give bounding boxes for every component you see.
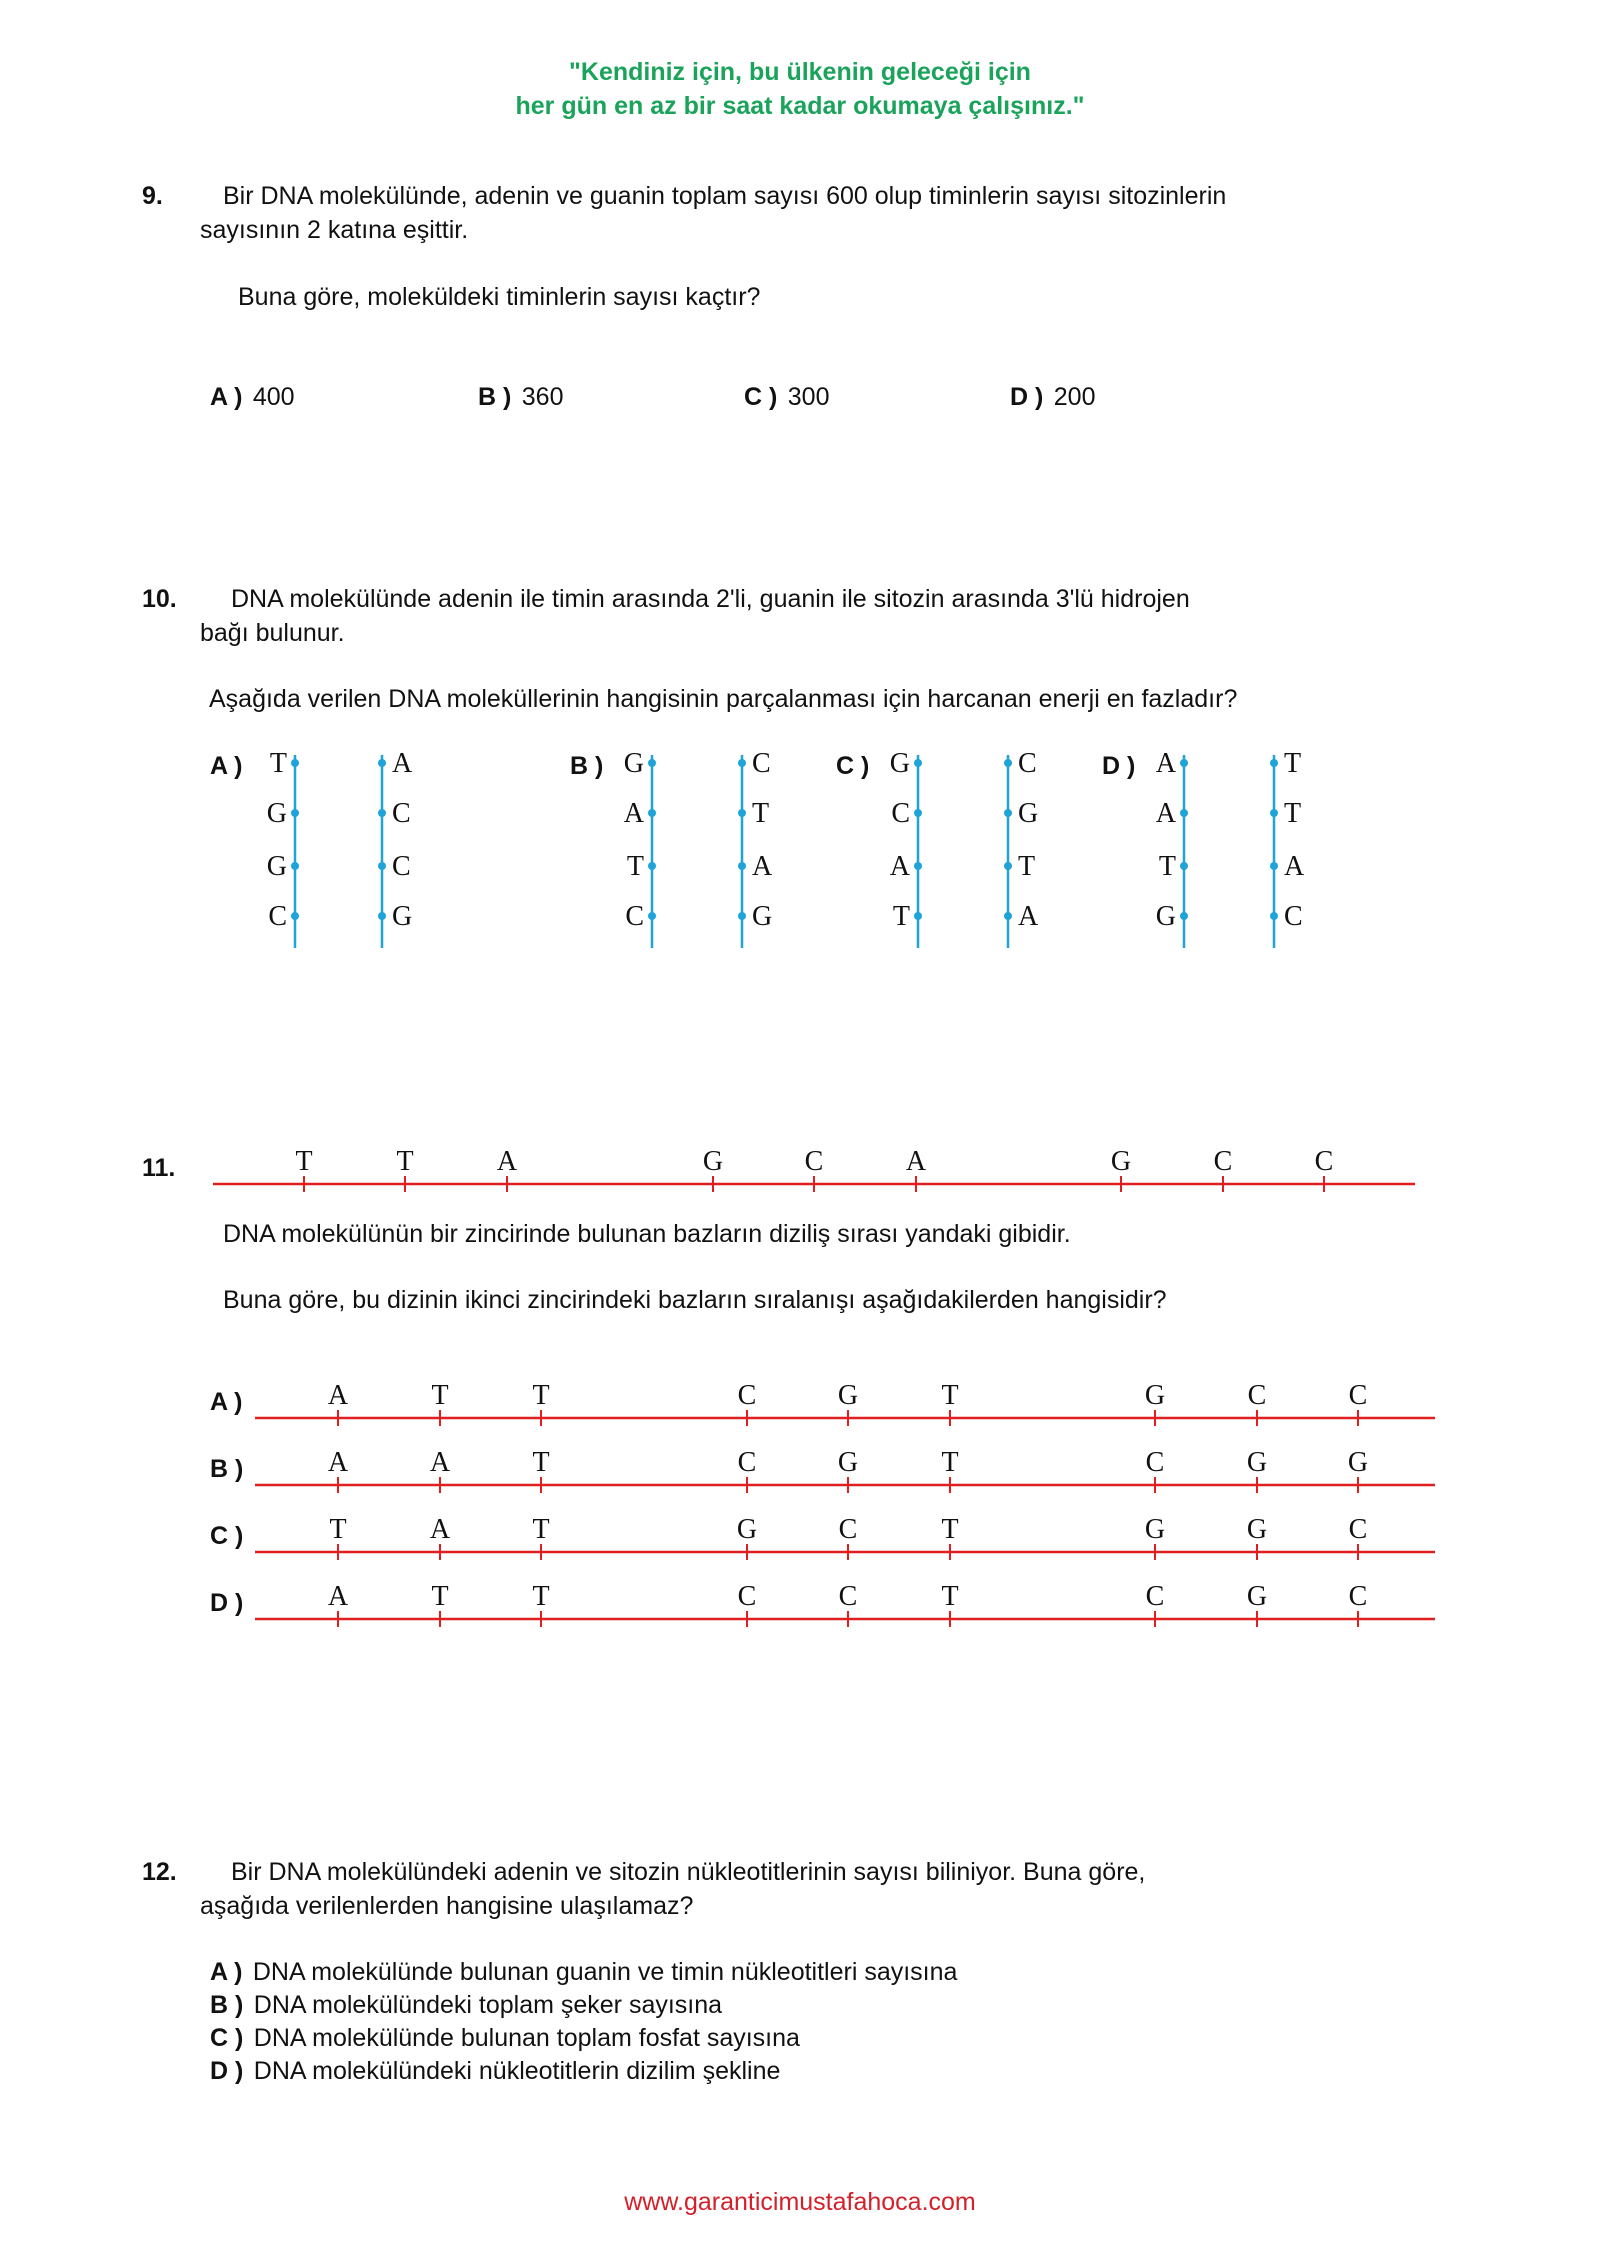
base-label: C (392, 798, 411, 829)
q10-option-c-letter[interactable]: C ) (836, 752, 870, 780)
q9-text-line-2: sayısının 2 katına eşittir. (200, 216, 469, 244)
base-label: C (838, 1581, 858, 1612)
q12-option-c-letter: C ) (210, 2024, 244, 2052)
q9-text-line-1: Bir DNA molekülünde, adenin ve guanin toplam sayısı 600 olup timinlerin sayısı sitozinlerin (223, 182, 1227, 210)
q11-option-c-strand (255, 1514, 1435, 1560)
base-label: G (1110, 1146, 1132, 1177)
base-label: A (752, 851, 773, 882)
base-label: G (266, 798, 287, 829)
q9-option-c-text: 300 (787, 383, 830, 411)
q12-option-c-text: DNA molekülünde bulunan toplam fosfat sayısına (253, 2024, 800, 2052)
base-label: A (327, 1581, 349, 1612)
base-label: G (266, 851, 287, 882)
base-label: T (532, 1447, 550, 1478)
base-label: G (752, 901, 773, 932)
base-label: G (889, 748, 910, 779)
base-label: G (392, 901, 413, 932)
base-label: T (892, 901, 910, 932)
base-label: T (941, 1514, 959, 1545)
base-label: C (737, 1380, 757, 1411)
base-label: C (1018, 748, 1037, 779)
base-label: T (941, 1581, 959, 1612)
q9-question: Buna göre, moleküldeki timinlerin sayısı kaçtır? (238, 283, 761, 311)
q9-option-d-letter: D ) (1010, 383, 1044, 411)
q12-option-a[interactable] (210, 1958, 957, 1987)
base-label: A (429, 1447, 451, 1478)
base-label: T (269, 748, 287, 779)
base-label: C (891, 798, 910, 829)
q9-option-b-text: 360 (521, 383, 564, 411)
q11-option-a-strand (255, 1380, 1435, 1426)
header-quote-line-1: "Kendiniz için, bu ülkenin geleceği için (569, 58, 1031, 86)
base-label: A (889, 851, 910, 882)
q12-option-d-letter: D ) (210, 2057, 244, 2085)
base-label: T (626, 851, 644, 882)
base-label: G (1018, 798, 1039, 829)
q12-text-line-1: Bir DNA molekülündeki adenin ve sitozin nükleotitlerinin sayısı biliniyor. Buna göre, (231, 1858, 1146, 1886)
base-label: G (623, 748, 644, 779)
base-label: C (1145, 1581, 1165, 1612)
base-label: G (837, 1447, 859, 1478)
q9-option-d-text: 200 (1053, 383, 1096, 411)
q10-number: 10. (142, 585, 177, 613)
base-label: T (329, 1514, 347, 1545)
base-label: G (1144, 1514, 1166, 1545)
base-label: A (392, 748, 413, 779)
q11-number: 11. (142, 1154, 176, 1182)
base-label: T (532, 1514, 550, 1545)
base-label: G (1246, 1581, 1268, 1612)
q11-option-b-letter[interactable]: B ) (210, 1455, 244, 1483)
q10-text-line-1: DNA molekülünde adenin ile timin arasında 2'li, guanin ile sitozin arasında 3'lü hidrojen (231, 585, 1190, 613)
base-label: C (1348, 1581, 1368, 1612)
q12-option-a-text: DNA molekülünde bulunan guanin ve timin nükleotitleri sayısına (252, 1958, 958, 1986)
q11-option-b-strand (255, 1447, 1435, 1493)
base-label: C (625, 901, 644, 932)
base-label: G (1347, 1447, 1369, 1478)
base-label: A (905, 1146, 927, 1177)
base-label: A (429, 1514, 451, 1545)
base-label: A (1155, 748, 1176, 779)
q11-top-strand (213, 1146, 1415, 1192)
q12-text-line-2: aşağıda verilenlerden hangisine ulaşılamaz? (200, 1892, 694, 1920)
q9-option-a-text: 400 (252, 383, 295, 411)
base-label: T (396, 1146, 414, 1177)
base-label: A (1284, 851, 1305, 882)
q9-option-b-letter: B ) (478, 383, 512, 411)
q10-option-d-letter[interactable]: D ) (1102, 752, 1136, 780)
base-label: A (1018, 901, 1039, 932)
q11-option-a-letter[interactable]: A ) (210, 1388, 243, 1416)
q12-option-d-text: DNA molekülündeki nükleotitlerin dizilim şekline (253, 2057, 781, 2085)
base-label: A (496, 1146, 518, 1177)
base-label: T (1158, 851, 1176, 882)
base-label: G (837, 1380, 859, 1411)
q11-option-d-letter[interactable]: D ) (210, 1589, 244, 1617)
base-label: C (1284, 901, 1303, 932)
q11-option-c-letter[interactable]: C ) (210, 1522, 244, 1550)
header-quote-line-2: her gün en az bir saat kadar okumaya çalışınız." (515, 92, 1085, 120)
base-label: T (752, 798, 770, 829)
q10-option-a-letter[interactable]: A ) (210, 752, 243, 780)
base-label: G (1246, 1514, 1268, 1545)
q9-option-a-letter: A ) (210, 383, 243, 411)
base-label: C (1247, 1380, 1267, 1411)
base-label: T (532, 1581, 550, 1612)
base-label: C (737, 1447, 757, 1478)
q9-option-c-letter: C ) (744, 383, 778, 411)
q12-option-a-letter: A ) (210, 1958, 243, 1986)
base-label: A (623, 798, 644, 829)
base-label: C (1348, 1380, 1368, 1411)
q10-question: Aşağıda verilen DNA moleküllerinin hangisinin parçalanması için harcanan enerji en fazladır? (209, 685, 1238, 713)
base-label: C (392, 851, 411, 882)
base-label: C (752, 748, 771, 779)
base-label: C (1314, 1146, 1334, 1177)
base-label: G (736, 1514, 758, 1545)
base-label: T (1284, 798, 1302, 829)
q9-number: 9. (142, 182, 163, 210)
base-label: G (1144, 1380, 1166, 1411)
base-label: A (327, 1380, 349, 1411)
base-label: C (1145, 1447, 1165, 1478)
base-label: G (702, 1146, 724, 1177)
base-label: C (838, 1514, 858, 1545)
base-label: T (431, 1380, 449, 1411)
footer-url[interactable]: www.garanticimustafahoca.com (624, 2188, 976, 2216)
q12-option-b[interactable] (210, 1991, 722, 2020)
base-label: T (532, 1380, 550, 1411)
base-label: T (1018, 851, 1036, 882)
q11-text: DNA molekülünün bir zincirinde bulunan bazların diziliş sırası yandaki gibidir. (223, 1220, 1071, 1248)
base-label: T (941, 1447, 959, 1478)
base-label: A (327, 1447, 349, 1478)
q12-number: 12. (142, 1858, 177, 1886)
q12-option-b-text: DNA molekülündeki toplam şeker sayısına (253, 1991, 723, 2019)
base-label: T (1284, 748, 1302, 779)
base-label: A (1155, 798, 1176, 829)
base-label: G (1155, 901, 1176, 932)
base-label: T (431, 1581, 449, 1612)
base-label: C (1348, 1514, 1368, 1545)
q12-option-c[interactable] (210, 2024, 800, 2053)
base-label: C (1213, 1146, 1233, 1177)
base-label: G (1246, 1447, 1268, 1478)
q10-text-line-2: bağı bulunur. (200, 619, 345, 647)
q11-question: Buna göre, bu dizinin ikinci zincirindeki bazların sıralanışı aşağıdakilerden hangisidir? (223, 1286, 1167, 1314)
q12-option-b-letter: B ) (210, 1991, 244, 2019)
q11-option-d-strand (255, 1581, 1435, 1627)
base-label: C (737, 1581, 757, 1612)
base-label: T (941, 1380, 959, 1411)
base-label: C (804, 1146, 824, 1177)
q10-option-b-letter[interactable]: B ) (570, 752, 604, 780)
q12-option-d[interactable] (210, 2057, 780, 2086)
base-label: T (295, 1146, 313, 1177)
base-label: C (268, 901, 287, 932)
